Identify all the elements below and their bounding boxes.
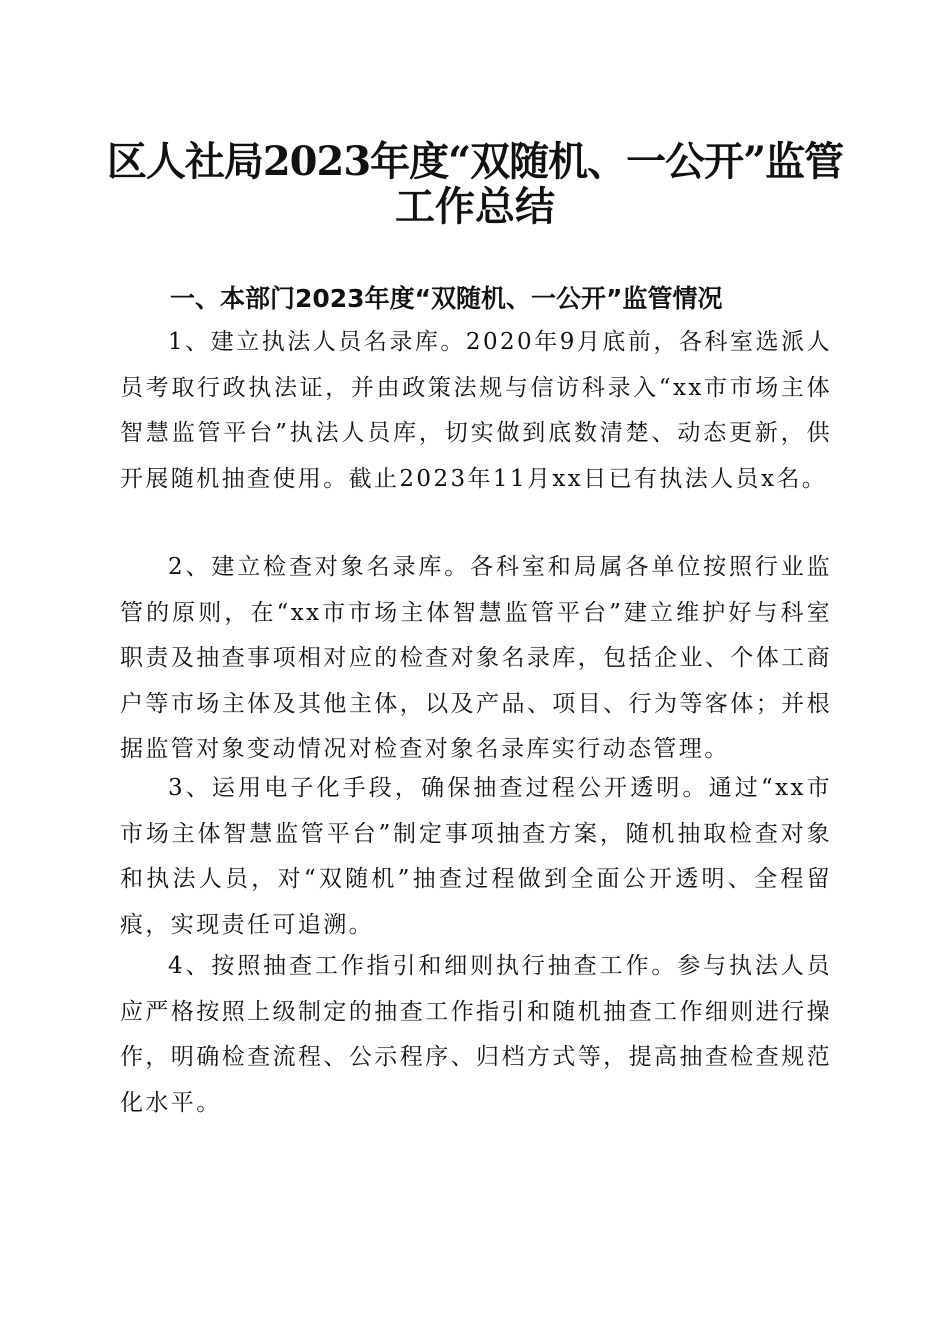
paragraph-2: 2、建立检查对象名录库。各科室和局属各单位按照行业监管的原则，在“xx市市场主体智慧监管平台”建立维护好与科室职责及抽查事项相对应的检查对象名录库，包括企业、个体工商户等市场主体及其他主体，以及产品、项目、行为等客体；并根据监管对象变动情况对检查对象名录库实行动态管理。 [120, 554, 832, 762]
paragraph-1: 1、建立执法人员名录库。2020年9月底前，各科室选派人员考取行政执法证，并由政策法规与信访科录入“xx市市场主体智慧监管平台”执法人员库，切实做到底数清楚、动态更新，供开展随机抽查使用。截止2023年11月xx日已有执法人员x名。 [120, 329, 832, 492]
section-heading: 一、本部门2023年度“双随机、一公开”监管情况 [170, 284, 723, 313]
document-title-line-1: 区人社局2023年度“双随机、一公开”监管 [106, 138, 844, 185]
paragraph-3: 3、运用电子化手段，确保抽查过程公开透明。通过“xx市市场主体智慧监管平台”制定事项抽查方案，随机抽取检查对象和执法人员，对“双随机”抽查过程做到全面公开透明、全程留痕，实现责任可追溯。 [120, 775, 832, 938]
document-title-line-2: 工作总结 [395, 183, 555, 230]
paragraph-4: 4、按照抽查工作指引和细则执行抽查工作。参与执法人员应严格按照上级制定的抽查工作指引和随机抽查工作细则进行操作，明确检查流程、公示程序、归档方式等，提高抽查检查规范化水平。 [120, 953, 832, 1116]
